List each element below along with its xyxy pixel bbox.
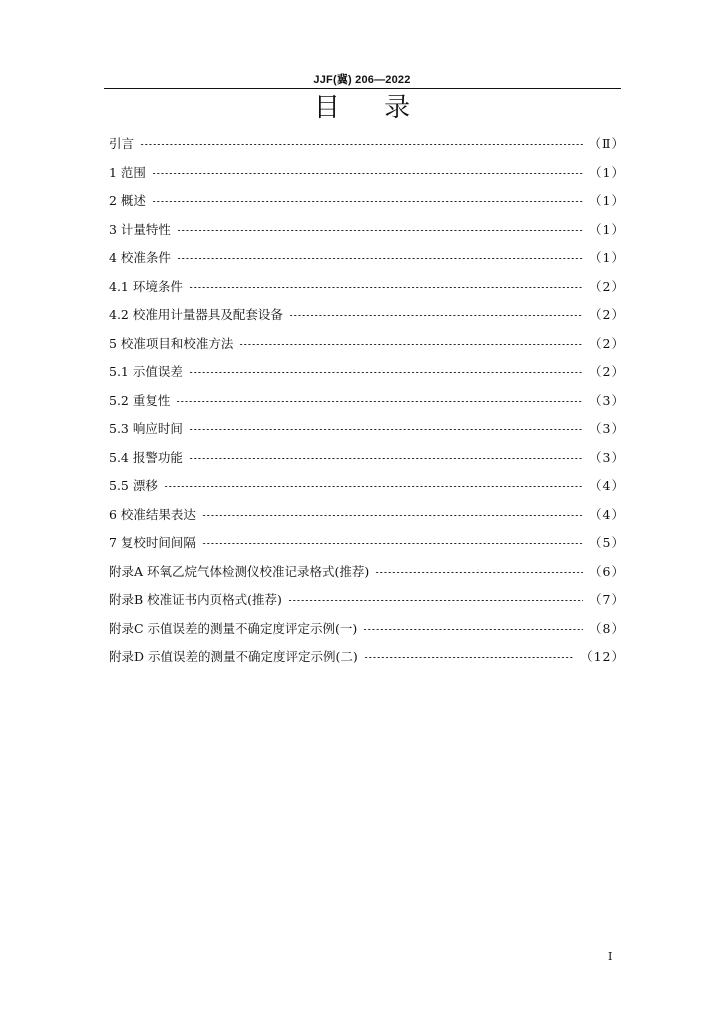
toc-entry-page: （1） (589, 221, 625, 237)
toc-leader-dots (288, 600, 583, 601)
toc-entry (109, 615, 625, 644)
toc-leader-dots (189, 372, 583, 373)
toc-entry-label: 7 复校时间间隔 (109, 535, 196, 550)
header-rule (104, 88, 621, 89)
toc-entry-label: 4.1 环境条件 (109, 278, 183, 294)
toc-entry-page: （1） (589, 193, 625, 208)
toc-entry-label: 6 校准结果表达 (109, 506, 196, 522)
toc-entry-label: 5.3 响应时间 (109, 421, 183, 436)
toc-leader-dots (202, 543, 583, 544)
toc-leader-dots (239, 344, 583, 345)
toc-leader-dots (289, 315, 583, 316)
toc-entry (109, 643, 625, 672)
toc-entry (109, 472, 625, 501)
toc-entry-label: 4 校准条件 (109, 250, 171, 265)
toc-entry-page: （12） (580, 649, 625, 664)
toc-entry-label: 引言 (109, 136, 135, 151)
toc-leader-dots (189, 458, 583, 459)
toc-entry (109, 301, 625, 330)
toc-entry (109, 130, 625, 159)
toc-entry-page: （1） (589, 250, 625, 265)
toc-entry-page: （2） (589, 335, 625, 351)
toc-leader-dots (152, 201, 583, 202)
toc-entry-label: 5.2 重复性 (109, 392, 171, 408)
toc-leader-dots (152, 173, 583, 174)
toc-leader-dots (375, 572, 583, 573)
toc-entry-page: （2） (589, 364, 625, 379)
toc-entry-label: 4.2 校准用计量器具及配套设备 (109, 307, 283, 322)
toc-entry-label: 附录D 示值误差的测量不确定度评定示例(二) (109, 649, 358, 664)
toc-entry-page: （3） (589, 449, 625, 465)
toc-leader-dots (189, 287, 583, 288)
toc-entry (109, 273, 625, 302)
toc-entry-page: （Ⅱ） (588, 136, 625, 151)
toc-leader-dots (140, 144, 582, 145)
toc-entry-label: 5.4 报警功能 (109, 449, 183, 465)
toc-entry (109, 187, 625, 216)
toc-entry-label: 5 校准项目和校准方法 (109, 335, 234, 351)
document-code-header: JJF(冀) 206—2022 (313, 74, 411, 86)
toc-leader-dots (202, 515, 583, 516)
toc-entry-page: （2） (589, 278, 625, 294)
toc-entry-page: （5） (589, 535, 625, 550)
toc-leader-dots (164, 486, 583, 487)
toc-entry (109, 159, 625, 188)
toc-entry-page: （4） (589, 506, 625, 522)
toc-leader-dots (363, 629, 583, 630)
toc-entry-page: （7） (589, 592, 625, 607)
toc-entry-page: （3） (589, 392, 625, 408)
toc-entry-label: 2 概述 (109, 193, 146, 208)
toc-entry (109, 529, 625, 558)
toc-entry (109, 415, 625, 444)
toc-leader-dots (177, 258, 583, 259)
toc-entry-label: 3 计量特性 (109, 221, 171, 237)
toc-entry (109, 358, 625, 387)
toc-entry-page: （8） (589, 620, 625, 636)
toc-entry (109, 444, 625, 473)
toc-entry (109, 387, 625, 416)
toc-entry-label: 附录C 示值误差的测量不确定度评定示例(一) (109, 620, 358, 636)
toc-entry-page: （3） (589, 421, 625, 436)
toc-entry (109, 330, 625, 359)
toc-entry (109, 501, 625, 530)
toc-entry (109, 216, 625, 245)
page-title: 目 录 (313, 93, 429, 123)
toc-entry-label: 1 范围 (109, 164, 146, 180)
toc-leader-dots (176, 401, 583, 402)
toc-entry-page: （4） (589, 478, 625, 493)
table-of-contents (109, 130, 625, 672)
toc-entry-page: （2） (589, 307, 625, 322)
toc-entry-label: 5.1 示值误差 (109, 364, 183, 379)
toc-entry (109, 558, 625, 587)
toc-leader-dots (189, 429, 583, 430)
toc-entry (109, 244, 625, 273)
page-number: I (608, 950, 613, 963)
toc-entry-page: （6） (589, 563, 625, 579)
toc-entry (109, 586, 625, 615)
toc-entry-label: 附录B 校准证书内页格式(推荐) (109, 592, 282, 607)
toc-leader-dots (177, 230, 583, 231)
toc-entry-page: （1） (589, 164, 625, 180)
toc-leader-dots (364, 657, 574, 658)
toc-entry-label: 附录A 环氧乙烷气体检测仪校准记录格式(推荐) (109, 563, 370, 579)
toc-entry-label: 5.5 漂移 (109, 478, 158, 493)
